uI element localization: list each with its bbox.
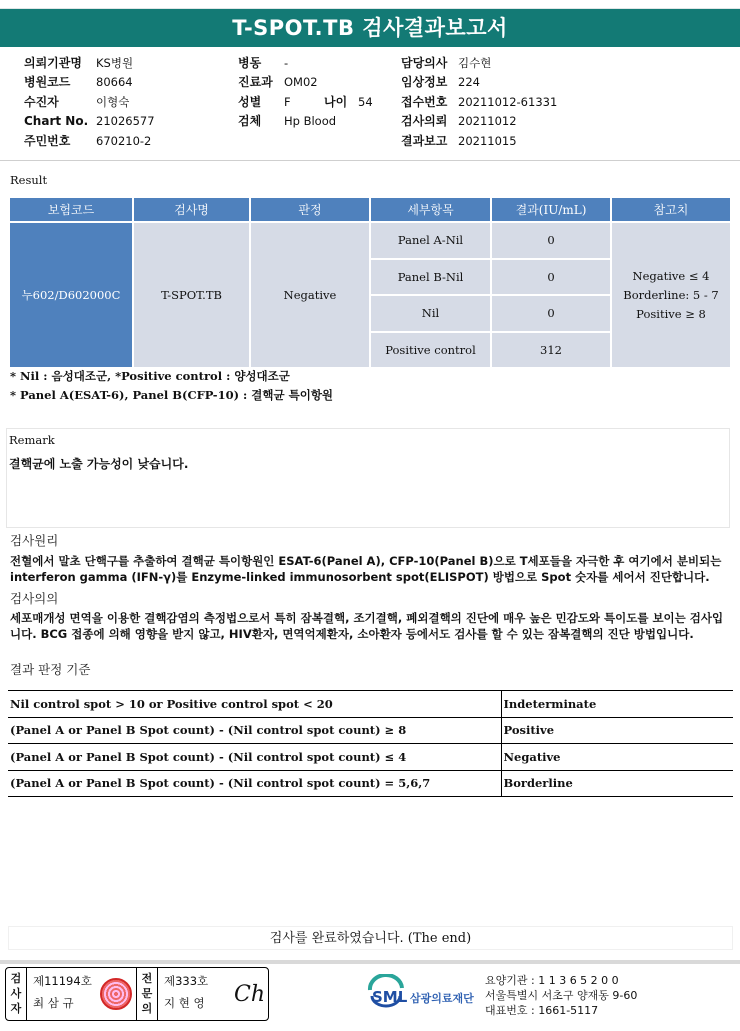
logo-text: SML bbox=[372, 988, 408, 1006]
info-row bbox=[401, 93, 557, 112]
criteria-row bbox=[8, 717, 733, 744]
info-row bbox=[24, 73, 155, 92]
info-label: 의뢰기관명 bbox=[24, 56, 82, 70]
principle-title: 검사원리 bbox=[10, 533, 59, 548]
criteria-table bbox=[8, 690, 733, 797]
info-label: Chart No. bbox=[24, 114, 89, 129]
signature-box bbox=[5, 967, 269, 1021]
institution-line: 서울특별시 서초구 양재동 9-60 bbox=[485, 989, 638, 1002]
criteria-condition: (Panel A or Panel B Spot count) - (Nil control spot count) ≤ 4 bbox=[8, 744, 501, 771]
top-strip bbox=[0, 0, 740, 9]
footer-divider bbox=[0, 960, 740, 964]
principle-text: 전혈에서 말초 단핵구를 추출하여 결핵균 특이항원인 ESAT-6(Panel A), CFP-10(Panel B)으로 T세포들을 자극한 후 여기에서 분비되는 interferon gamma (IFN-γ)를 Enzyme-linked immunosorbent spot(ELISPOT) 방법으로 Spot 숫자를 세어서 진단합니다. bbox=[10, 554, 722, 584]
result-table bbox=[8, 196, 732, 369]
info-value: Hp Blood bbox=[284, 114, 337, 129]
info-row bbox=[238, 54, 373, 73]
reference-line: Borderline: 5 - 7 bbox=[623, 287, 719, 302]
info-label: 수진자 bbox=[24, 94, 59, 109]
divider bbox=[0, 160, 740, 161]
tester-tag-text: 검사자 bbox=[10, 972, 22, 1015]
remark-title: Remark bbox=[9, 433, 55, 447]
info-value: 21026577 bbox=[96, 114, 155, 129]
criteria-condition: Nil control spot > 10 or Positive control spot < 20 bbox=[8, 691, 501, 718]
info-label: 병원코드 bbox=[24, 75, 71, 90]
info-label: 병동 bbox=[238, 56, 262, 70]
info-column-2 bbox=[238, 54, 373, 132]
info-row bbox=[238, 73, 373, 92]
criteria-result: Indeterminate bbox=[501, 691, 733, 718]
info-row bbox=[24, 132, 155, 151]
criteria-result: Negative bbox=[501, 744, 733, 771]
footnote-nil: * Nil : 음성대조군, *Positive control : 양성대조군 bbox=[10, 369, 290, 383]
tester-name: 최 삼 규 bbox=[33, 996, 74, 1010]
criteria-row bbox=[8, 770, 733, 797]
header-detail-item: 세부항목 bbox=[371, 198, 490, 221]
info-value: OM02 bbox=[284, 75, 318, 90]
footnote-panel: * Panel A(ESAT-6), Panel B(CFP-10) : 결핵균 특이항원 bbox=[10, 388, 334, 402]
info-column-3 bbox=[401, 54, 557, 151]
info-row bbox=[238, 93, 373, 112]
info-row bbox=[401, 54, 557, 73]
result-header-row bbox=[10, 198, 730, 221]
test-name-cell: T-SPOT.TB bbox=[134, 223, 249, 367]
divider bbox=[157, 968, 158, 1020]
item-value-cell: 0 bbox=[492, 223, 610, 258]
info-column-1 bbox=[24, 54, 155, 151]
reference-line: Negative ≤ 4 bbox=[632, 268, 710, 283]
significance-title: 검사의의 bbox=[10, 591, 59, 606]
header-insurance-code: 보험코드 bbox=[10, 198, 132, 221]
info-value: F bbox=[284, 94, 291, 109]
criteria-title: 결과 판정 기준 bbox=[10, 662, 91, 677]
item-name-cell: Panel A-Nil bbox=[371, 223, 490, 258]
end-text: 검사를 완료하였습니다. bbox=[269, 931, 404, 946]
item-value-cell: 0 bbox=[492, 260, 610, 295]
info-label: 진료과 bbox=[238, 75, 273, 90]
verifier-name: 지 현 영 bbox=[164, 996, 205, 1010]
criteria-condition: (Panel A or Panel B Spot count) - (Nil control spot count) ≥ 8 bbox=[8, 717, 501, 744]
official-seal-icon bbox=[100, 978, 132, 1010]
header-result: 결과(IU/mL) bbox=[492, 198, 610, 221]
result-row bbox=[10, 223, 730, 258]
info-row bbox=[238, 112, 373, 131]
handwritten-signature: Ch bbox=[234, 982, 266, 1007]
criteria-result: Borderline bbox=[501, 770, 733, 797]
info-value: 80664 bbox=[96, 75, 133, 90]
criteria-condition: (Panel A or Panel B Spot count) - (Nil control spot count) = 5,6,7 bbox=[8, 770, 501, 797]
remark-text: 결핵균에 노출 가능성이 낮습니다. bbox=[9, 457, 189, 471]
reference-cell bbox=[612, 223, 730, 367]
item-value-cell: 312 bbox=[492, 333, 610, 368]
institution-info bbox=[485, 973, 637, 1018]
info-value: 224 bbox=[458, 75, 480, 90]
divider bbox=[26, 968, 27, 1020]
verifier-license-no: 제333호 bbox=[164, 974, 209, 988]
info-value: 이형숙 bbox=[96, 94, 130, 109]
age-value: 54 bbox=[358, 94, 373, 109]
info-row bbox=[24, 93, 155, 112]
insurance-code-cell: 누602/D602000C bbox=[10, 223, 132, 367]
info-label: 접수번호 bbox=[401, 94, 448, 109]
info-row bbox=[401, 73, 557, 92]
criteria-row bbox=[8, 691, 733, 718]
header-judgment: 판정 bbox=[251, 198, 369, 221]
tester-license-no: 제11194호 bbox=[33, 974, 92, 988]
info-value: - bbox=[284, 56, 289, 70]
item-name-cell: Nil bbox=[371, 296, 490, 331]
criteria-result: Positive bbox=[501, 717, 733, 744]
end-message bbox=[8, 926, 733, 950]
header-test-name: 검사명 bbox=[134, 198, 249, 221]
info-value: 670210-2 bbox=[96, 133, 152, 148]
info-row bbox=[401, 112, 557, 131]
info-value: 20211012-61331 bbox=[458, 94, 558, 109]
institution-line: 대표번호 : 1661-5117 bbox=[485, 1004, 599, 1017]
info-value: 김수현 bbox=[458, 56, 492, 70]
info-label: 주민번호 bbox=[24, 133, 71, 148]
info-label: 검사의뢰 bbox=[401, 114, 448, 129]
reference-line: Positive ≥ 8 bbox=[636, 306, 706, 321]
remark-box bbox=[6, 428, 730, 528]
item-name-cell: Panel B-Nil bbox=[371, 260, 490, 295]
header-reference: 참고치 bbox=[612, 198, 730, 221]
info-label: 성별 bbox=[238, 94, 262, 109]
info-value: 20211015 bbox=[458, 133, 517, 148]
result-section-label: Result bbox=[10, 173, 48, 187]
info-label: 임상정보 bbox=[401, 75, 448, 90]
end-suffix: (The end) bbox=[407, 931, 472, 946]
divider bbox=[136, 968, 137, 1020]
item-value-cell: 0 bbox=[492, 296, 610, 331]
info-value: 20211012 bbox=[458, 114, 517, 129]
info-value: KS병원 bbox=[96, 56, 134, 70]
verifier-tag-text: 전문의 bbox=[141, 972, 153, 1015]
info-label: 결과보고 bbox=[401, 133, 448, 148]
info-row bbox=[401, 132, 557, 151]
judgment-cell: Negative bbox=[251, 223, 369, 367]
institution-line: 요양기관 : 1 1 3 6 5 2 0 0 bbox=[485, 974, 619, 987]
item-name-cell: Positive control bbox=[371, 333, 490, 368]
criteria-row bbox=[8, 744, 733, 771]
info-label: 검체 bbox=[238, 114, 262, 129]
info-row bbox=[24, 112, 155, 131]
info-row bbox=[24, 54, 155, 73]
report-title: T-SPOT.TB 검사결과보고서 bbox=[0, 9, 740, 47]
info-label: 담당의사 bbox=[401, 56, 448, 70]
org-name: 삼광의료재단 bbox=[410, 992, 474, 1005]
significance-text: 세포매개성 면역을 이용한 결핵감염의 측정법으로서 특히 잠복결핵, 조기결핵, 폐외결핵의 진단에 매우 높은 민감도와 특이도를 보이는 검사입니다. BCG 접종에 의해 영향을 받지 않고, HIV환자, 면역억제환자, 소아환자 등에서도 검사를 할 수 있는 잠복결핵의 진단 방법입니다. bbox=[10, 611, 724, 641]
tester-tag bbox=[8, 971, 24, 1016]
age-label: 나이 bbox=[324, 94, 348, 109]
verifier-tag bbox=[139, 971, 155, 1016]
